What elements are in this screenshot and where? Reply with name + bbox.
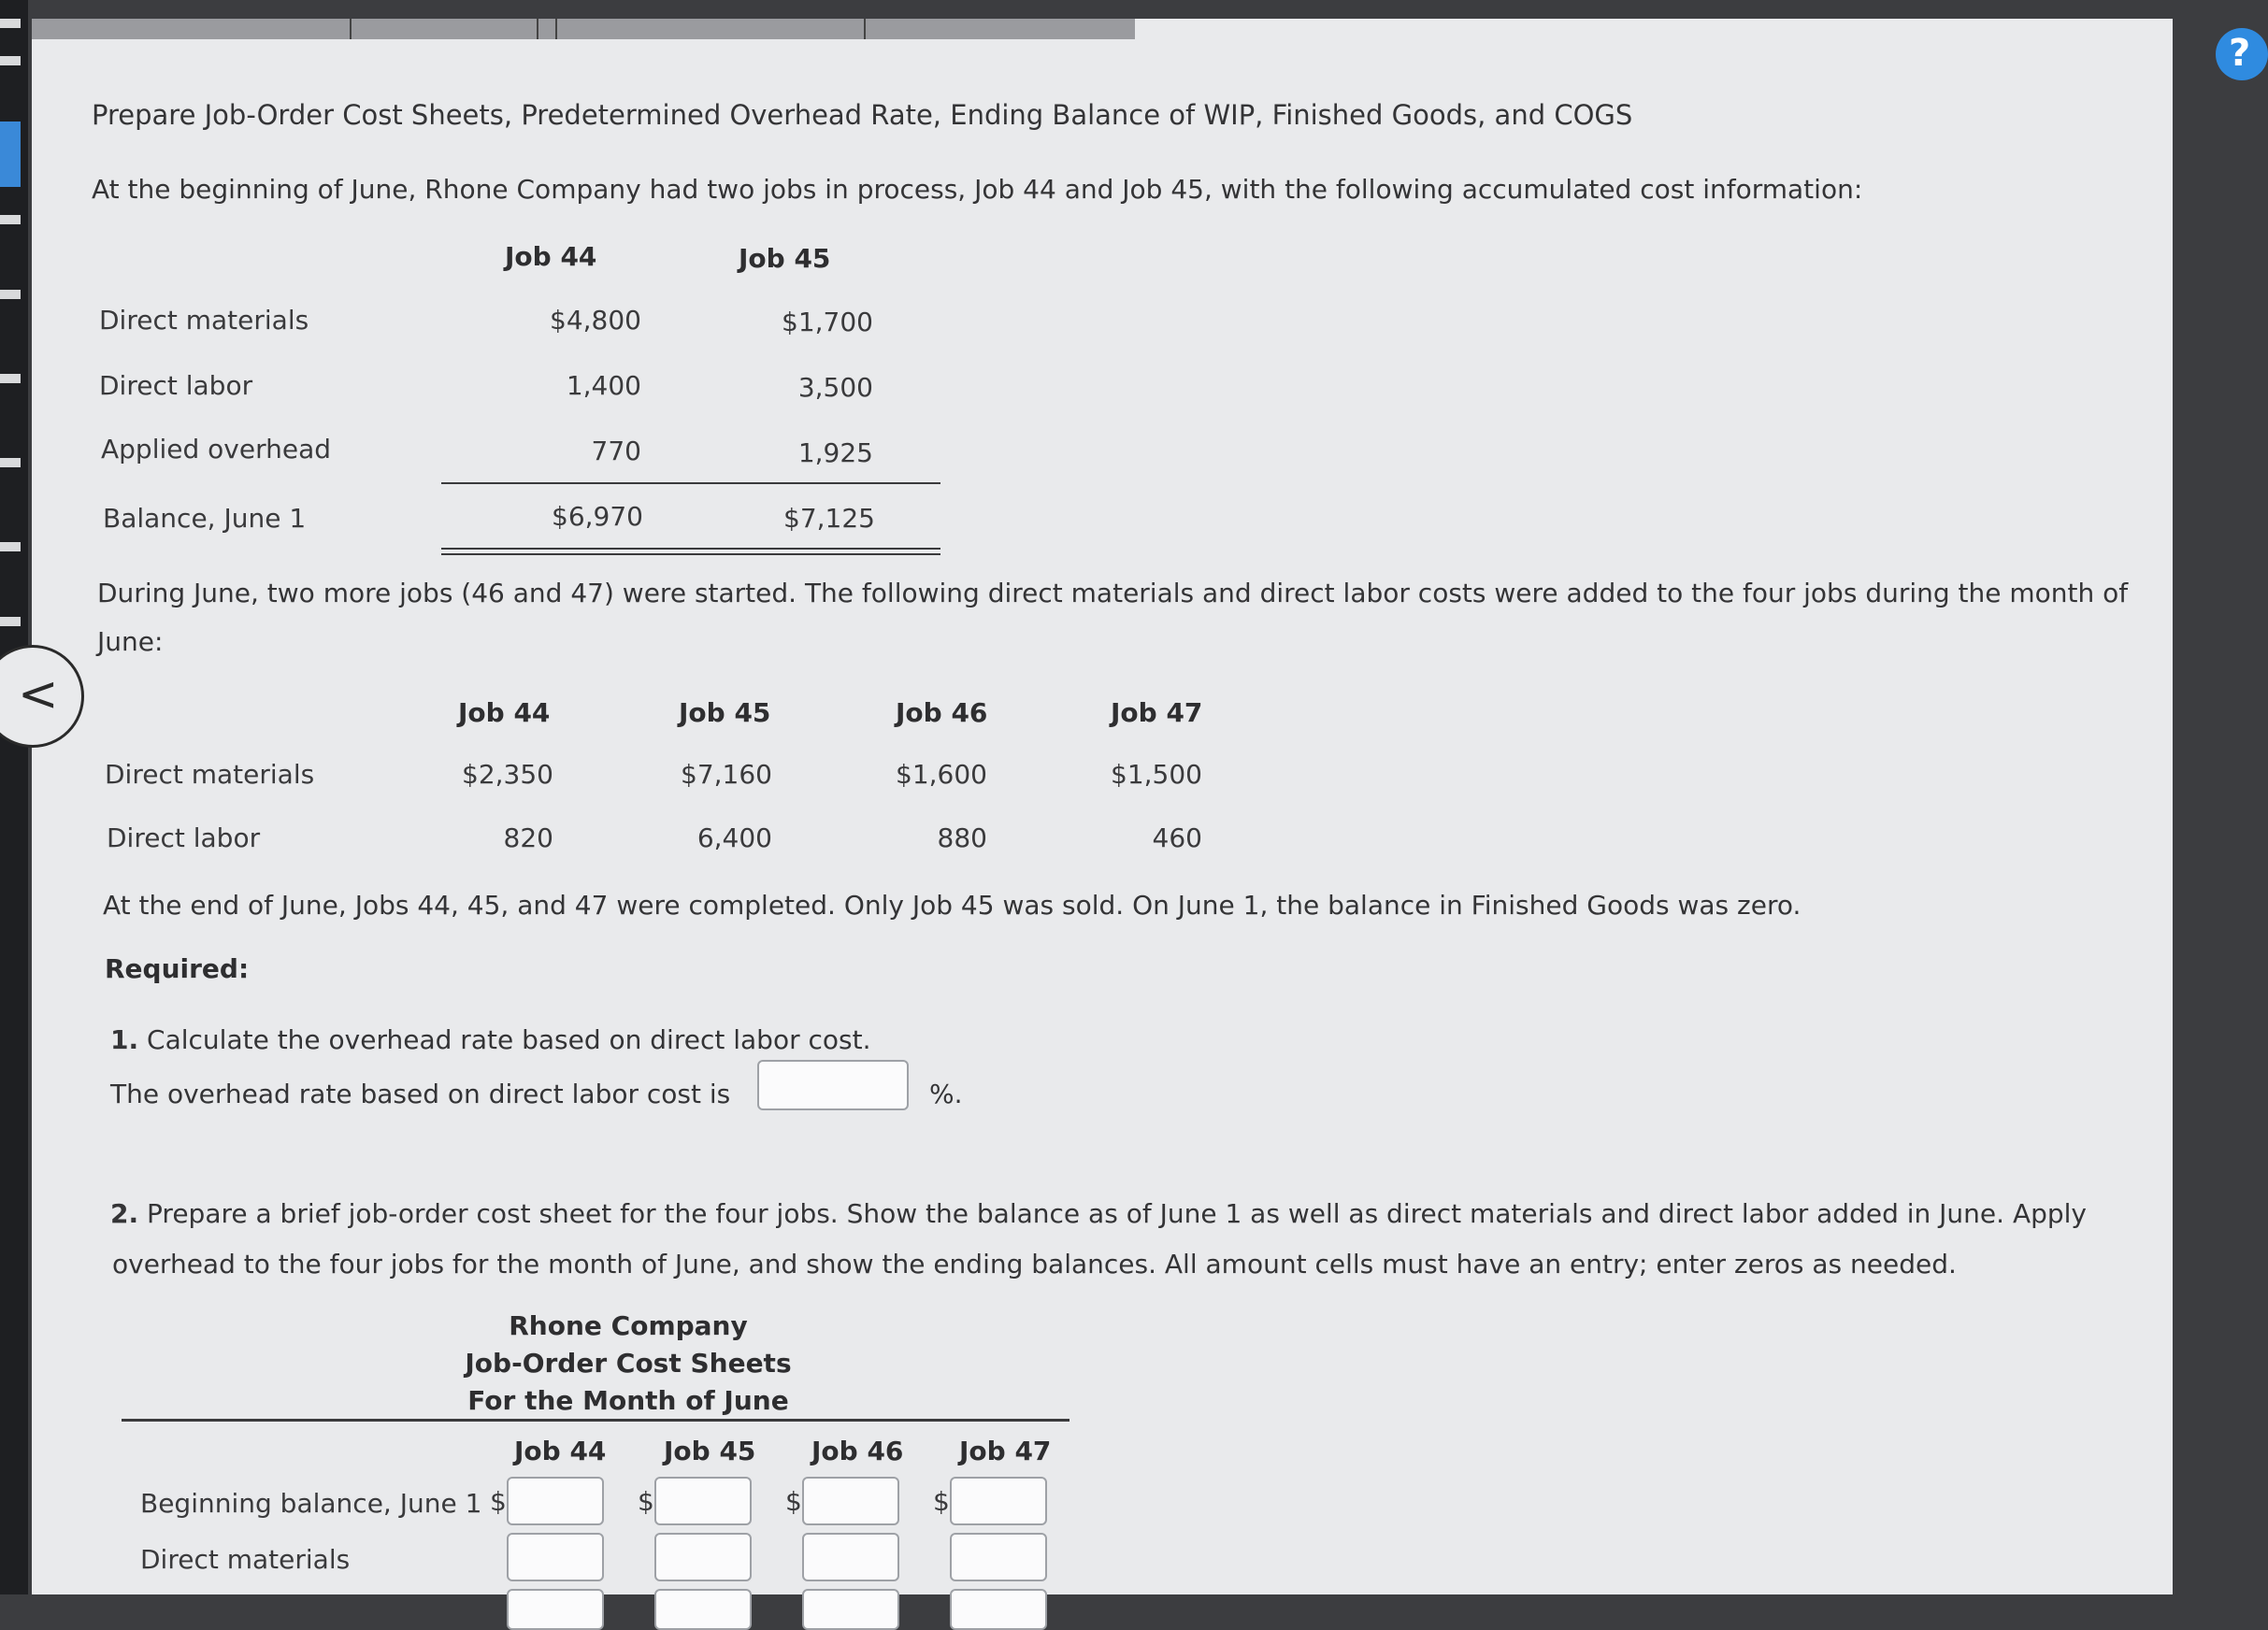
table1-cell: 1,400 [566,370,641,401]
subtotal-rule [441,482,940,484]
cost-sheet-row-label: Beginning balance, June 1 [140,1488,482,1519]
currency-symbol: $ [933,1486,950,1517]
direct-materials-job44-input[interactable] [507,1533,604,1581]
table2-cell: 820 [503,822,553,853]
percent-suffix: %. [929,1079,963,1109]
june-paragraph-line2: June: [97,626,164,657]
cost-sheet-period: For the Month of June [467,1385,789,1416]
table1-cell: $4,800 [550,305,641,336]
table1-header-job44: Job 44 [505,241,597,272]
table2-cell: $1,500 [1111,759,1202,790]
direct-labor-job46-input[interactable] [802,1589,899,1630]
help-icon: ? [2229,32,2251,75]
q1-number: 1. [110,1024,139,1055]
currency-symbol: $ [490,1486,507,1517]
direct-materials-job47-input[interactable] [950,1533,1047,1581]
table2-header-job46: Job 46 [896,697,988,728]
table2-header-job44: Job 44 [458,697,551,728]
cost-sheet-header-rule [122,1419,1069,1422]
cost-sheet-header-job46: Job 46 [811,1436,904,1466]
table1-row-label: Direct labor [99,370,253,401]
intro-paragraph: At the beginning of June, Rhone Company had two jobs in process, Job 44 and Job 45, with the following accumulated cost information: [92,174,1863,205]
table1-cell: $1,700 [782,307,873,337]
cost-sheet-header-job45: Job 45 [664,1436,756,1466]
q2-number: 2. [110,1198,139,1229]
direct-labor-job47-input[interactable] [950,1589,1047,1630]
required-heading: Required: [105,953,250,984]
june-paragraph-line1: During June, two more jobs (46 and 47) were started. The following direct materials and direct labor costs were added to the four jobs during the month of [97,578,2129,608]
q2-line2: overhead to the four jobs for the month of June, and show the ending balances. All amount cells must have an entry; enter zeros as needed. [112,1249,1957,1280]
direct-materials-job45-input[interactable] [654,1533,752,1581]
table2-cell: $2,350 [462,759,553,790]
table1-cell: 770 [591,436,641,466]
table2-cell: 460 [1152,822,1202,853]
total-double-rule [441,548,940,550]
table2-cell: $1,600 [896,759,987,790]
beginning-balance-job47-input[interactable] [950,1477,1047,1525]
beginning-balance-job46-input[interactable] [802,1477,899,1525]
table2-header-job47: Job 47 [1111,697,1203,728]
beginning-balance-job45-input[interactable] [654,1477,752,1525]
table1-cell: $6,970 [552,501,643,532]
q1-prompt: The overhead rate based on direct labor cost is [110,1079,731,1109]
q2-instruction: Prepare a brief job-order cost sheet for the four jobs. Show the balance as of June 1 as well as direct materials and direct labor added in June. Apply [147,1198,2087,1229]
left-window-strip [0,0,28,1594]
assignment-panel [32,19,2173,1594]
cost-sheet-row-label: Direct materials [140,1544,351,1575]
chevron-left-icon: < [18,666,59,722]
q1-instruction: Calculate the overhead rate based on direct labor cost. [147,1024,871,1055]
help-button[interactable] [2216,28,2268,80]
cost-sheet-company: Rhone Company [509,1310,748,1341]
table1-cell: $7,125 [783,503,875,534]
currency-symbol: $ [785,1486,802,1517]
table2-cell: 880 [937,822,987,853]
q1-text [110,1024,870,1055]
table1-cell: 3,500 [797,372,873,403]
table1-cell: 1,925 [797,437,873,468]
currency-symbol: $ [638,1486,654,1517]
direct-labor-job45-input[interactable] [654,1589,752,1630]
total-double-rule [441,553,940,555]
direct-labor-job44-input[interactable] [507,1589,604,1630]
table2-row-label: Direct labor [107,822,261,853]
table1-header-job45: Job 45 [739,243,831,274]
table1-row-label: Direct materials [99,305,309,336]
q2-line1 [110,1198,2087,1229]
table2-row-label: Direct materials [105,759,315,790]
table2-cell: $7,160 [681,759,772,790]
table1-row-label: Balance, June 1 [103,503,307,534]
table1-row-label: Applied overhead [101,434,332,465]
table2-cell: 6,400 [696,822,772,853]
direct-materials-job46-input[interactable] [802,1533,899,1581]
completion-paragraph: At the end of June, Jobs 44, 45, and 47 were completed. Only Job 45 was sold. On June 1, the balance in Finished Goods was zero. [103,890,1801,921]
table2-header-job45: Job 45 [679,697,771,728]
cost-sheet-title: Job-Order Cost Sheets [465,1348,792,1379]
cost-sheet-header-job47: Job 47 [959,1436,1052,1466]
problem-title: Prepare Job-Order Cost Sheets, Predetermined Overhead Rate, Ending Balance of WIP, Finished Goods, and COGS [92,99,1633,131]
overhead-rate-input[interactable] [757,1060,909,1110]
cost-sheet-header-job44: Job 44 [514,1436,607,1466]
beginning-balance-job44-input[interactable] [507,1477,604,1525]
